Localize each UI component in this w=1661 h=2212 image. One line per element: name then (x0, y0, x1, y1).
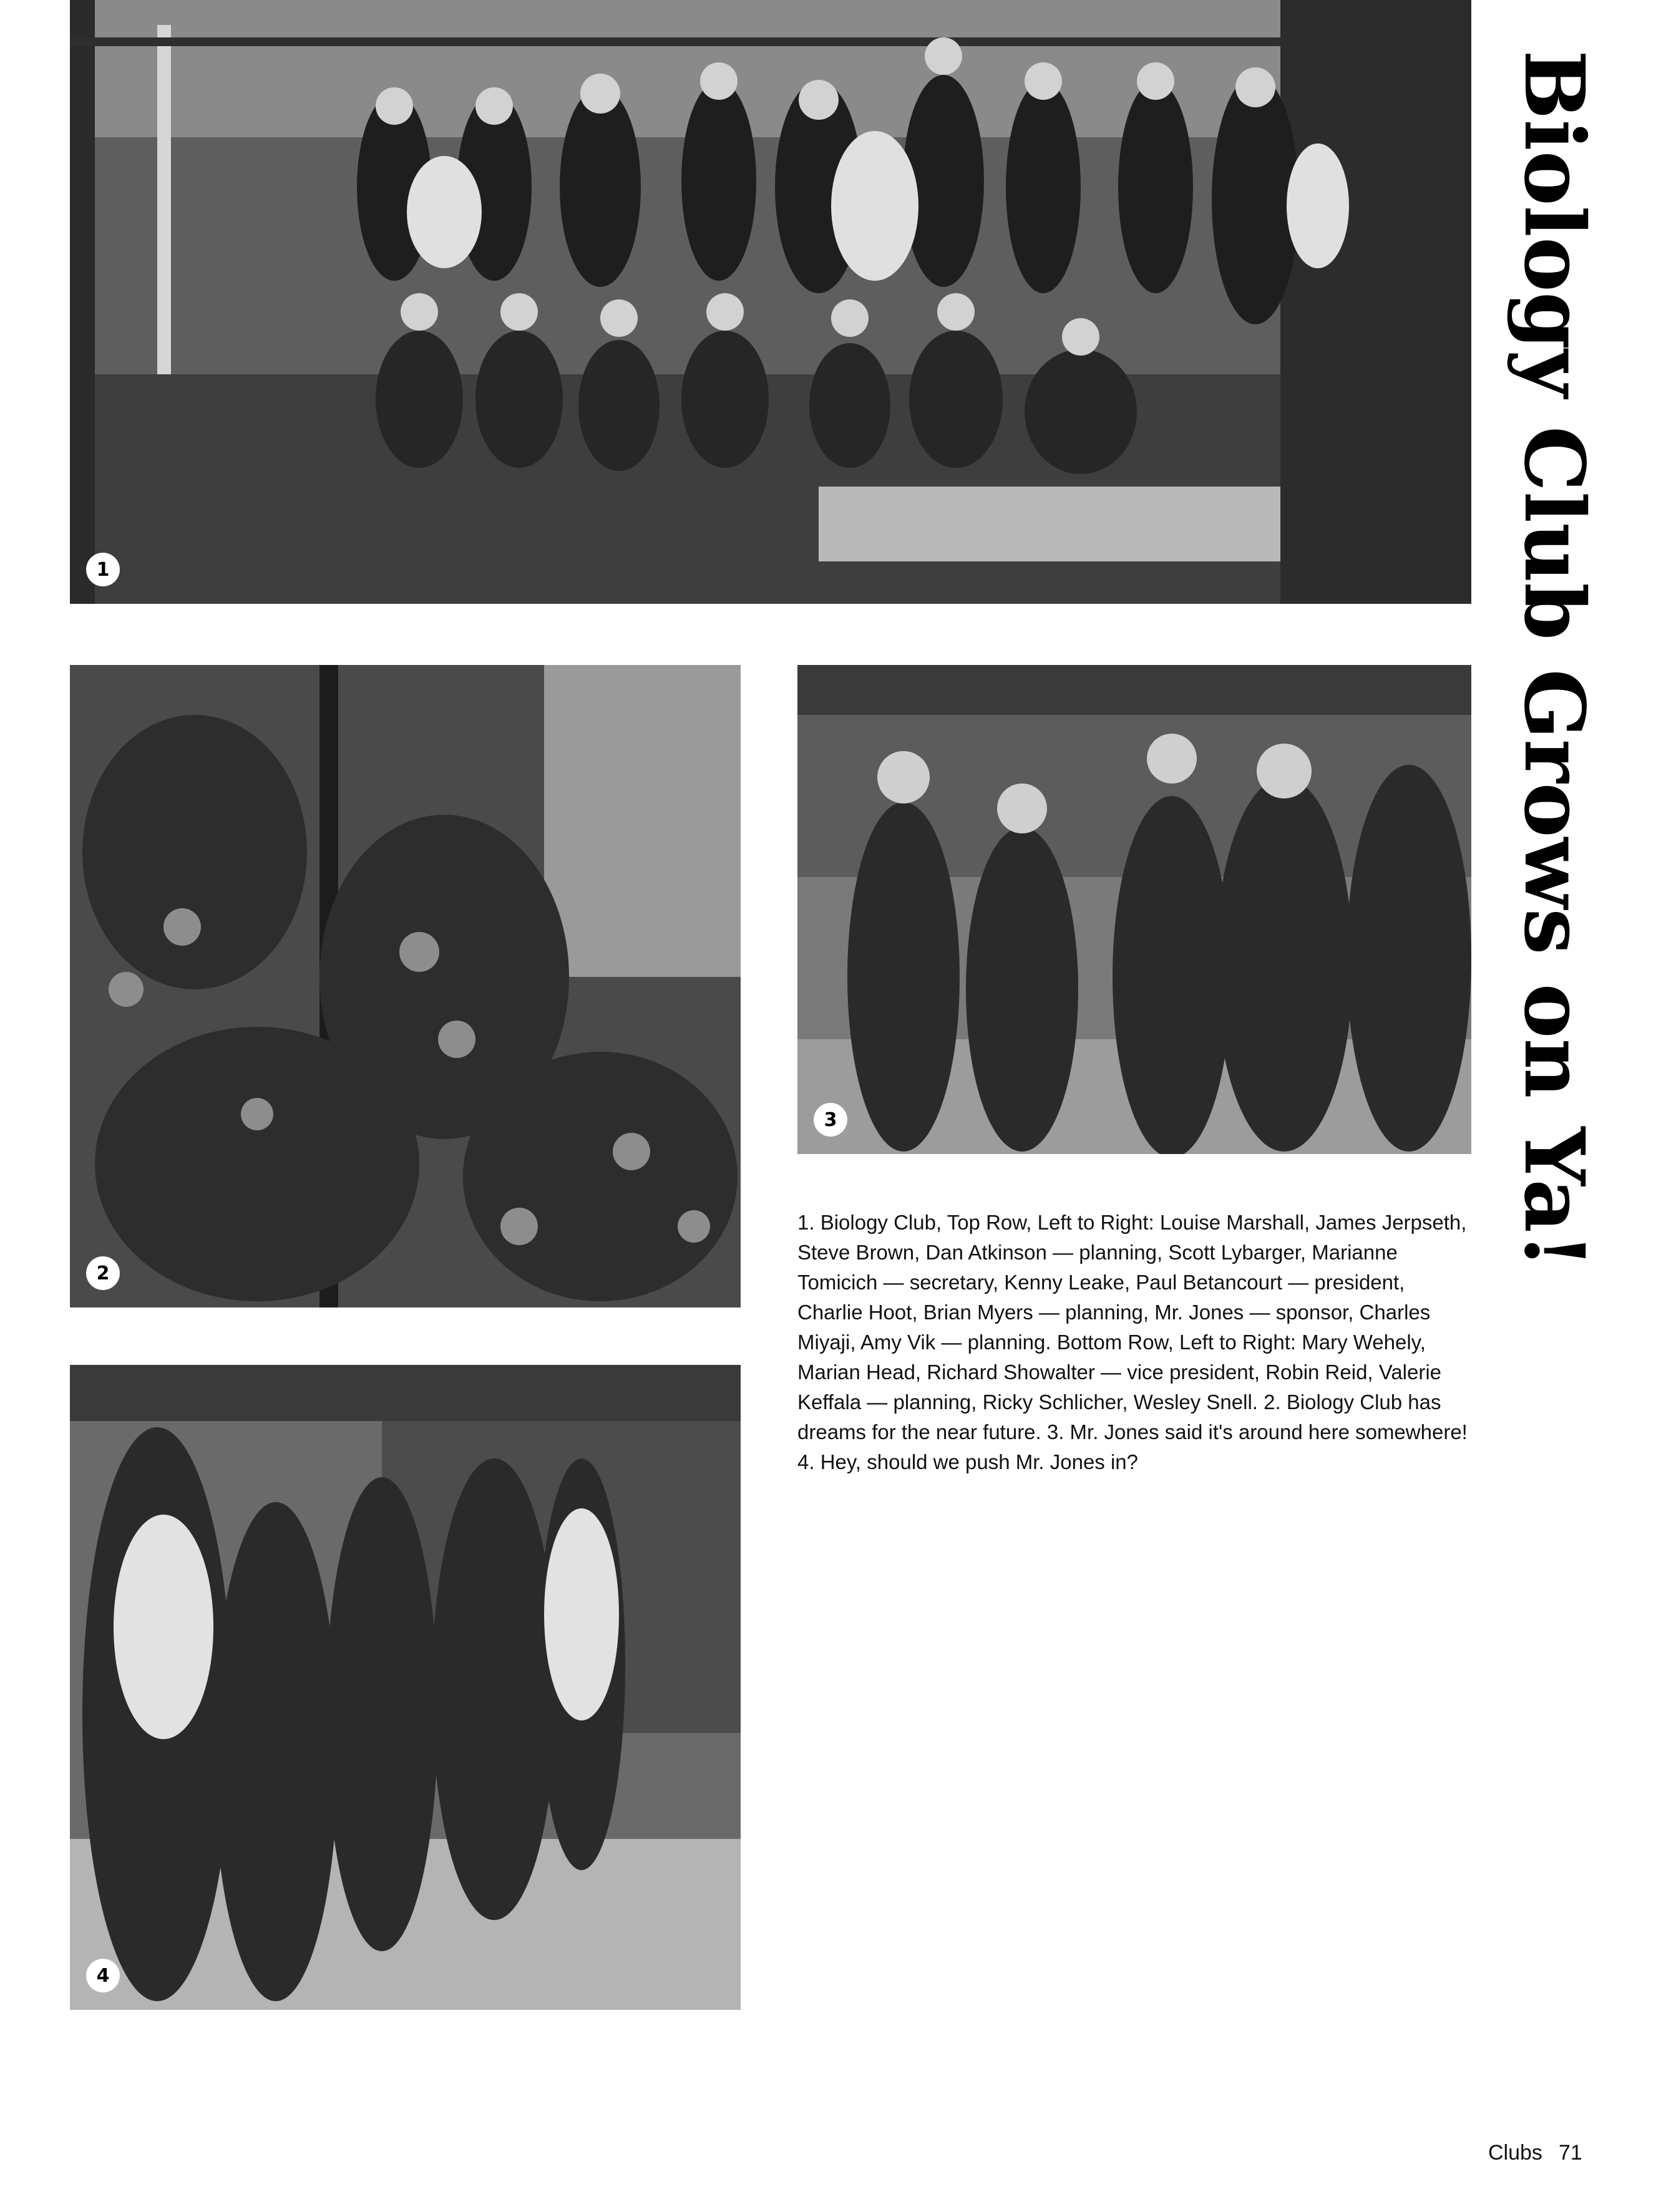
photo-number-badge: 4 (86, 1959, 120, 1992)
photo-1-image (70, 0, 1471, 604)
photo-number-badge: 2 (86, 1256, 120, 1290)
page-number: 71 (1558, 2141, 1582, 2165)
photo-students-by-fence (797, 665, 1471, 1154)
page-headline: Biology Club Grows on Ya! (1506, 50, 1602, 1269)
page-footer (1488, 2141, 1582, 2165)
photo-students-at-garden (70, 1365, 741, 2010)
photo-3-image (797, 665, 1471, 1154)
photo-caption (797, 1208, 1471, 1477)
photo-number-badge: 3 (814, 1103, 847, 1137)
section-label: Clubs (1488, 2141, 1542, 2165)
photo-4-image (70, 1365, 741, 2010)
headline-container (1506, 50, 1602, 1269)
photo-2-image (70, 665, 741, 1307)
photo-group-portrait (70, 0, 1471, 604)
photo-number-badge: 1 (86, 553, 120, 586)
photo-fruit-tree (70, 665, 741, 1307)
caption-text: 1. Biology Club, Top Row, Left to Right: Louise Marshall, James Jerpseth, Steve Brown, Dan Atkinson — planning, Scott Lybarger, Marianne Tomicich — secretary, Kenny Leake, Paul Betancourt — president, Charlie Hoot, Brian Myers — planning, Mr. Jones — sponsor, Charles Miyaji, Amy Vik — planning. Bottom Row, Left to Right: Mary Wehely, Marian Head, Richard Showalter — vice president, Robin Reid, Valerie Keffala — planning, Ricky Schlicher, Wesley Snell. 2. Biology Club has dreams for the near future. 3. Mr. Jones said it's around here somewhere! 4. Hey, should we push Mr. Jones in? (797, 1211, 1468, 1473)
